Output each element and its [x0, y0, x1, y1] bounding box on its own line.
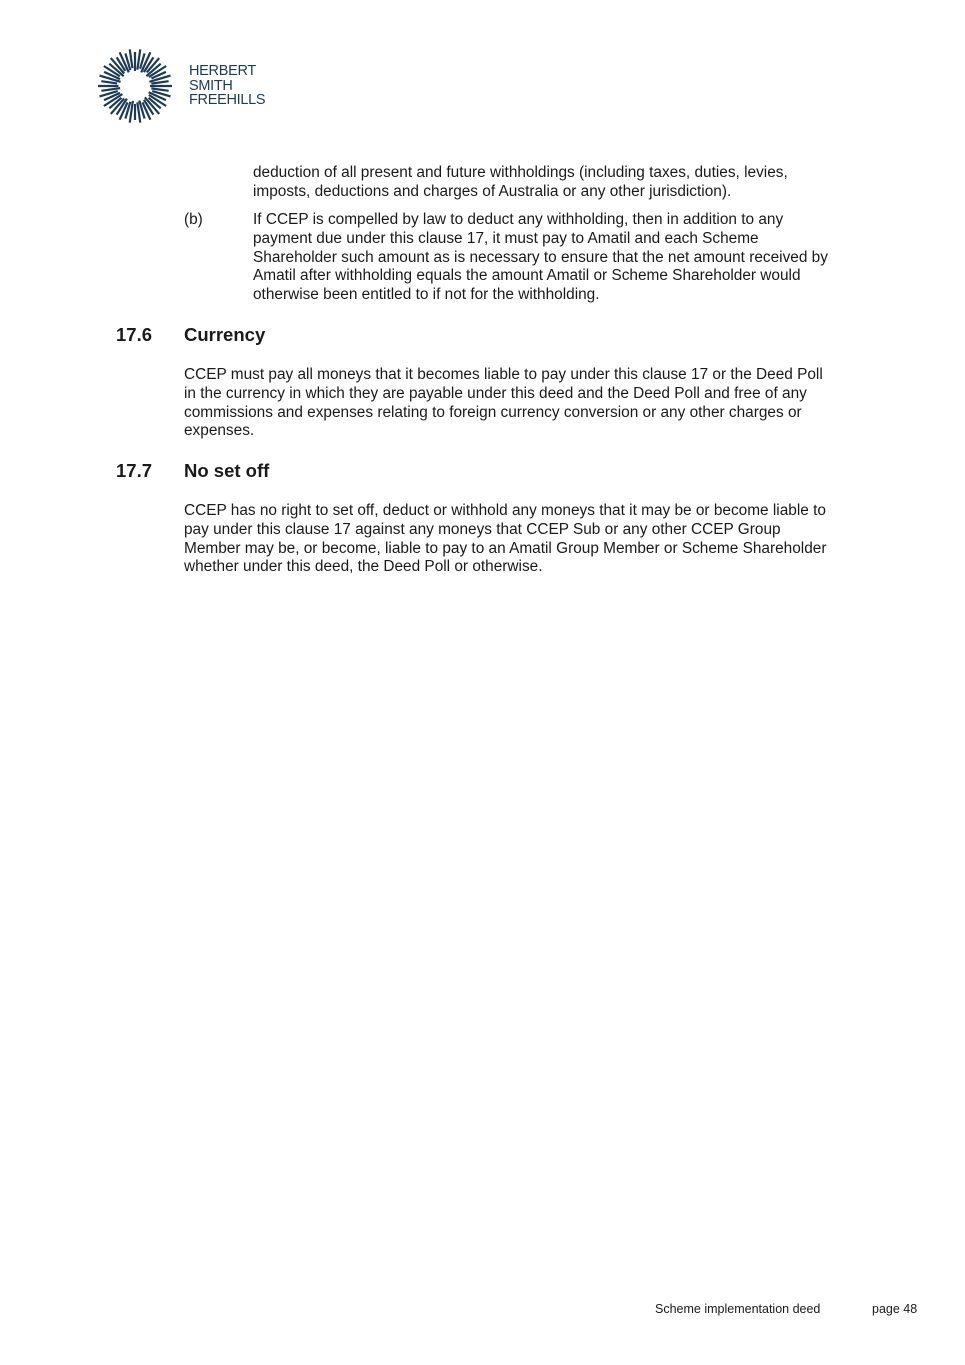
section-17-6-title: Currency	[184, 324, 266, 345]
continuation-paragraph: deduction of all present and future withholdings (including taxes, duties, levies, imposts, deductions and charges of Australia or any other jurisdiction).	[253, 164, 788, 200]
logo-line-herbert: HERBERT	[189, 63, 256, 79]
logo-ray	[101, 81, 117, 83]
firm-logo	[96, 47, 286, 127]
item-b-text: If CCEP is compelled by law to deduct any withholding, then in addition to any payment due under this clause 17, it must pay to Amatil and each Scheme Shareholder such amount as is necessary to ensure that the net amount received by Amatil after withholding equals the amount Amatil or Scheme Shareholder would otherwise been entitled to if not for the withholding.	[253, 211, 828, 304]
sunburst-logo-icon	[96, 47, 174, 125]
footer-page-number: page 48	[872, 1302, 918, 1316]
item-b-label: (b)	[184, 211, 203, 228]
section-17-6-body: CCEP must pay all moneys that it becomes liable to pay under this clause 17 or the Deed Poll in the currency in which they are payable under this deed and the Deed Poll and free of any commissions and expenses relating to foreign currency conversion or any other charges or expenses.	[184, 366, 823, 440]
section-17-7-number: 17.7	[116, 460, 153, 481]
section-17-7-body: CCEP has no right to set off, deduct or withhold any moneys that it may be or become liable to pay under this clause 17 against any moneys that CCEP Sub or any other CCEP Group Member may be, or become, liable to pay to an Amatil Group Member or Scheme Shareholder whether under this deed, the Deed Poll or otherwise.	[184, 502, 827, 576]
logo-ray	[130, 49, 133, 68]
section-17-6-number: 17.6	[116, 324, 153, 345]
footer-document-title: Scheme implementation deed	[655, 1302, 821, 1316]
logo-line-freehills: FREEHILLS	[189, 92, 266, 108]
section-17-7-title: No set off	[184, 460, 270, 481]
logo-line-smith: SMITH	[189, 77, 233, 94]
logo-wordmark	[189, 64, 265, 108]
